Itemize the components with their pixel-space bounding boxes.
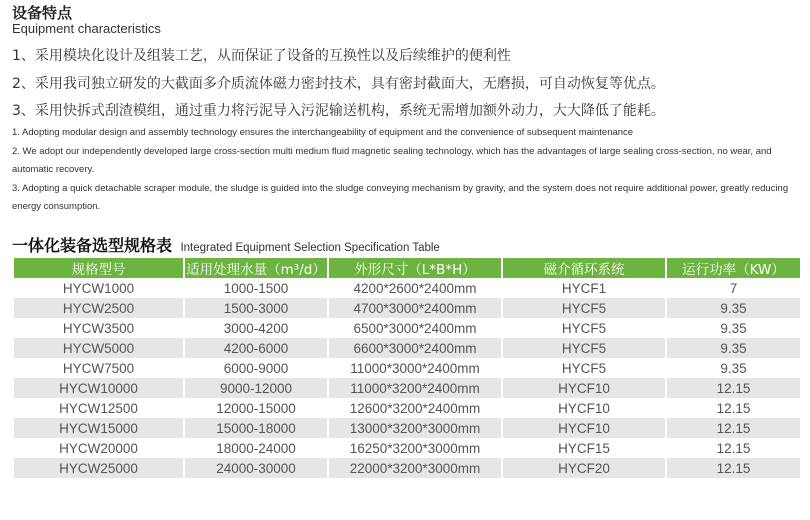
table-row bbox=[14, 338, 800, 358]
cell-model: HYCW10000 bbox=[14, 378, 184, 398]
cell-power: 9.35 bbox=[666, 298, 800, 318]
header-capacity: 适用处理水量（m³/d） bbox=[184, 258, 328, 278]
header-magnetic-system: 磁介循环系统 bbox=[502, 258, 666, 278]
cell-dimensions: 11000*3000*2400mm bbox=[328, 358, 502, 378]
cell-power: 12.15 bbox=[666, 438, 800, 458]
cell-capacity: 4200-6000 bbox=[184, 338, 328, 358]
feature-en-1: 1. Adopting modular design and assembly technology ensures the interchangeability of equipment and the convenience of subsequent maintenance bbox=[12, 127, 634, 138]
cell-power: 12.15 bbox=[666, 458, 800, 478]
feature-en-2: 2. We adopt our independently developed large cross-section multi medium fluid magnetic sealing technology, which has the advantages of large sealing cross-section, no wear, and automatic recovery. bbox=[12, 145, 772, 175]
cell-magnetic-system: HYCF10 bbox=[502, 418, 666, 438]
cell-model: HYCW3500 bbox=[14, 318, 184, 338]
cell-model: HYCW12500 bbox=[14, 398, 184, 418]
cell-model: HYCW20000 bbox=[14, 438, 184, 458]
feature-en-3: 3. Adopting a quick detachable scraper module, the sludge is guided into the sludge conveying mechanism by gravity, and the system does not require additional power, greatly reducing energy consumption. bbox=[12, 182, 789, 212]
cell-model: HYCW7500 bbox=[14, 358, 184, 378]
cell-model: HYCW15000 bbox=[14, 418, 184, 438]
table-header-row bbox=[14, 258, 800, 278]
table-row bbox=[14, 298, 800, 318]
cell-dimensions: 4200*2600*2400mm bbox=[328, 278, 502, 298]
header-power: 运行功率（KW） bbox=[666, 258, 800, 278]
cell-capacity: 24000-30000 bbox=[184, 458, 328, 478]
header-dimensions: 外形尺寸（L*B*H） bbox=[328, 258, 502, 278]
cell-power: 9.35 bbox=[666, 338, 800, 358]
table-row bbox=[14, 278, 800, 298]
cell-magnetic-system: HYCF15 bbox=[502, 438, 666, 458]
cell-capacity: 9000-12000 bbox=[184, 378, 328, 398]
table-title-cn: 一体化装备选型规格表 bbox=[12, 236, 173, 255]
cell-dimensions: 4700*3000*2400mm bbox=[328, 298, 502, 318]
cell-magnetic-system: HYCF20 bbox=[502, 458, 666, 478]
table-row bbox=[14, 358, 800, 378]
cell-model: HYCW1000 bbox=[14, 278, 184, 298]
header-model: 规格型号 bbox=[14, 258, 184, 278]
cell-capacity: 15000-18000 bbox=[184, 418, 328, 438]
cell-magnetic-system: HYCF1 bbox=[502, 278, 666, 298]
cell-magnetic-system: HYCF5 bbox=[502, 318, 666, 338]
cell-power: 12.15 bbox=[666, 418, 800, 438]
cell-capacity: 1500-3000 bbox=[184, 298, 328, 318]
cell-model: HYCW5000 bbox=[14, 338, 184, 358]
section-title-en: Equipment characteristics bbox=[12, 21, 161, 36]
table-row bbox=[14, 438, 800, 458]
cell-capacity: 6000-9000 bbox=[184, 358, 328, 378]
cell-magnetic-system: HYCF5 bbox=[502, 338, 666, 358]
cell-dimensions: 11000*3200*2400mm bbox=[328, 378, 502, 398]
cell-dimensions: 16250*3200*3000mm bbox=[328, 438, 502, 458]
table-row bbox=[14, 418, 800, 438]
table-row bbox=[14, 458, 800, 478]
table-row bbox=[14, 398, 800, 418]
cell-dimensions: 12600*3200*2400mm bbox=[328, 398, 502, 418]
cell-power: 12.15 bbox=[666, 378, 800, 398]
table-row bbox=[14, 378, 800, 398]
cell-power: 9.35 bbox=[666, 358, 800, 378]
cell-dimensions: 22000*3200*3000mm bbox=[328, 458, 502, 478]
cell-dimensions: 6500*3000*2400mm bbox=[328, 318, 502, 338]
cell-dimensions: 13000*3200*3000mm bbox=[328, 418, 502, 438]
cell-model: HYCW2500 bbox=[14, 298, 184, 318]
cell-power: 12.15 bbox=[666, 398, 800, 418]
table-heading bbox=[12, 233, 440, 256]
cell-capacity: 12000-15000 bbox=[184, 398, 328, 418]
cell-magnetic-system: HYCF10 bbox=[502, 378, 666, 398]
cell-magnetic-system: HYCF5 bbox=[502, 298, 666, 318]
cell-dimensions: 6600*3000*2400mm bbox=[328, 338, 502, 358]
cell-magnetic-system: HYCF10 bbox=[502, 398, 666, 418]
features-en-block bbox=[12, 124, 802, 217]
feature-cn-2: 2、采用我司独立研发的大截面多介质流体磁力密封技术，具有密封截面大，无磨损，可自动恢复等优点。 bbox=[12, 76, 665, 92]
section-title-cn: 设备特点 bbox=[12, 4, 73, 22]
cell-model: HYCW25000 bbox=[14, 458, 184, 478]
table-title-en: Integrated Equipment Selection Specification Table bbox=[180, 242, 440, 254]
cell-capacity: 1000-1500 bbox=[184, 278, 328, 298]
feature-cn-3: 3、采用快拆式刮渣模组，通过重力将污泥导入污泥输送机构，系统无需增加额外动力，大大降低了能耗。 bbox=[12, 103, 665, 119]
cell-capacity: 18000-24000 bbox=[184, 438, 328, 458]
feature-cn-1: 1、采用模块化设计及组装工艺，从而保证了设备的互换性以及后续维护的便利性 bbox=[12, 48, 511, 64]
cell-power: 9.35 bbox=[666, 318, 800, 338]
table-row bbox=[14, 318, 800, 338]
spec-table bbox=[14, 258, 800, 478]
cell-magnetic-system: HYCF5 bbox=[502, 358, 666, 378]
cell-power: 7 bbox=[666, 278, 800, 298]
cell-capacity: 3000-4200 bbox=[184, 318, 328, 338]
